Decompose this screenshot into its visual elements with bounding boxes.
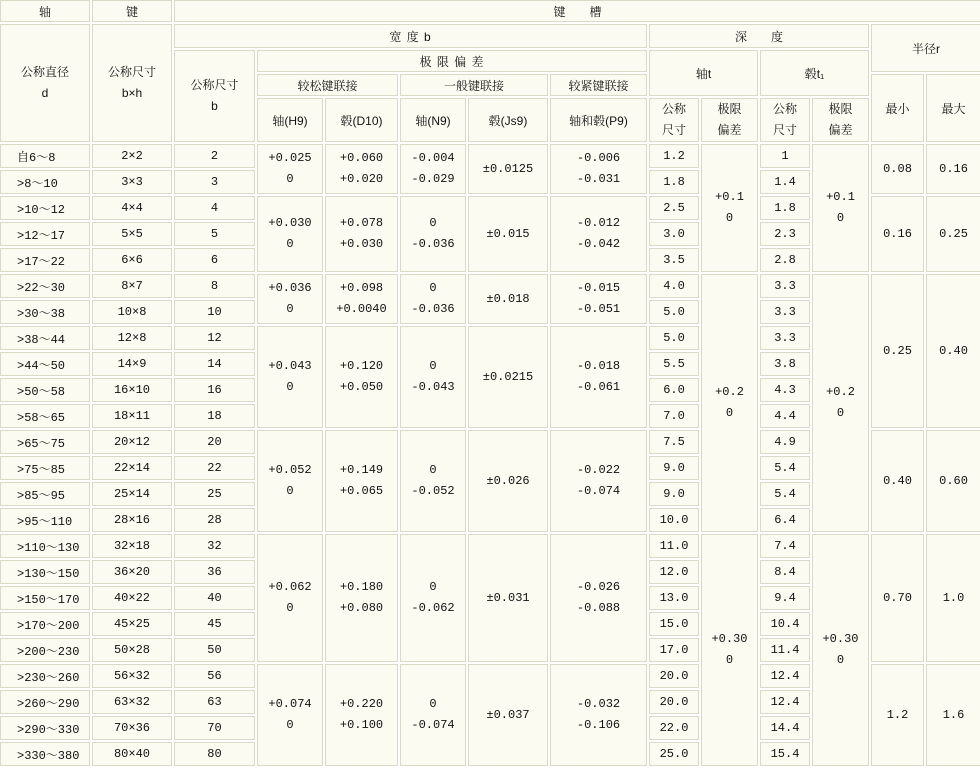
shaft-hub-p9-lower: -0.106	[576, 718, 621, 732]
cell-shaft-diameter: >170～200	[0, 612, 90, 636]
cell-key-size: 50×28	[92, 638, 172, 662]
t1-tolerance-lower: 0	[836, 406, 845, 420]
cell-t-nominal: 5.5	[649, 352, 699, 376]
cell-radius-min: 0.70	[871, 534, 924, 662]
cell-shaft-n9	[400, 430, 466, 532]
header-tight-connection: 较紧键联接	[550, 74, 647, 96]
t-tolerance-upper: +0.30	[711, 632, 748, 646]
cell-t1-nominal: 14.4	[760, 716, 810, 740]
cell-t1-nominal: 6.4	[760, 508, 810, 532]
hub-d10-lower: +0.065	[339, 484, 384, 498]
cell-shaft-diameter: >65～75	[0, 430, 90, 454]
shaft-h9-lower: 0	[286, 718, 294, 732]
cell-hub-js9: ±0.0125	[468, 144, 548, 194]
cell-radius-max: 1.0	[926, 534, 980, 662]
shaft-h9-upper: +0.036	[268, 281, 312, 295]
header-col-hub-js9: 毂(Js9)	[468, 98, 548, 142]
shaft-h9-upper: +0.025	[268, 151, 312, 165]
cell-shaft-diameter: >8～10	[0, 170, 90, 194]
cell-radius-max: 0.60	[926, 430, 980, 532]
cell-hub-js9: ±0.0215	[468, 326, 548, 428]
cell-t1-tolerance	[812, 144, 869, 272]
cell-key-size: 28×16	[92, 508, 172, 532]
header-loose-connection: 较松键联接	[257, 74, 398, 96]
cell-t1-nominal: 5.4	[760, 482, 810, 506]
cell-t-nominal: 1.8	[649, 170, 699, 194]
cell-width-b: 28	[174, 508, 255, 532]
cell-shaft-diameter: >130～150	[0, 560, 90, 584]
hub-d10-upper: +0.220	[339, 697, 384, 711]
header-radius-max: 最大	[926, 74, 980, 142]
cell-shaft-diameter: >30～38	[0, 300, 90, 324]
cell-t-nominal: 20.0	[649, 664, 699, 688]
cell-width-b: 8	[174, 274, 255, 298]
cell-shaft-diameter: >260～290	[0, 690, 90, 714]
cell-key-size: 4×4	[92, 196, 172, 220]
cell-t-nominal: 20.0	[649, 690, 699, 714]
cell-t-nominal: 6.0	[649, 378, 699, 402]
cell-hub-js9: ±0.037	[468, 664, 548, 766]
cell-shaft-n9	[400, 664, 466, 766]
header-width: 宽 度 b	[174, 24, 647, 48]
cell-key-size: 2×2	[92, 144, 172, 168]
t1-nominal-line1: 公称	[772, 102, 797, 116]
header-key: 键	[92, 0, 172, 22]
cell-t1-nominal: 9.4	[760, 586, 810, 610]
shaft-n9-lower: -0.036	[411, 302, 455, 316]
cell-shaft-n9	[400, 534, 466, 662]
header-t-limit	[701, 98, 758, 142]
cell-radius-max: 0.16	[926, 144, 980, 194]
cell-width-b: 32	[174, 534, 255, 558]
header-radius-min: 最小	[871, 74, 924, 142]
cell-key-size: 25×14	[92, 482, 172, 506]
cell-t1-nominal: 1	[760, 144, 810, 168]
t1-tolerance-upper: +0.30	[822, 632, 859, 646]
cell-shaft-h9	[257, 664, 323, 766]
cell-shaft-h9	[257, 430, 323, 532]
nominal-diameter-label: 公称直径	[20, 65, 69, 79]
cell-shaft-diameter: >95～110	[0, 508, 90, 532]
hub-d10-lower: +0.050	[339, 380, 384, 394]
cell-shaft-diameter: >85～95	[0, 482, 90, 506]
shaft-hub-p9-lower: -0.088	[576, 601, 621, 615]
cell-shaft-hub-p9	[550, 144, 647, 194]
header-depth: 深 度	[649, 24, 869, 48]
shaft-hub-p9-upper: -0.032	[576, 697, 621, 711]
cell-shaft-diameter: >75～85	[0, 456, 90, 480]
header-shaft-t: 轴t	[649, 50, 758, 96]
cell-radius-min: 0.40	[871, 430, 924, 532]
cell-key-size: 70×36	[92, 716, 172, 740]
t-limit-line1: 极限	[717, 102, 742, 116]
cell-key-size: 3×3	[92, 170, 172, 194]
cell-width-b: 22	[174, 456, 255, 480]
cell-t-nominal: 5.0	[649, 326, 699, 350]
cell-t-nominal: 7.0	[649, 404, 699, 428]
t1-limit-line1: 极限	[828, 102, 853, 116]
cell-t1-tolerance	[812, 534, 869, 766]
cell-key-size: 12×8	[92, 326, 172, 350]
shaft-hub-p9-upper: -0.015	[576, 281, 621, 295]
shaft-h9-upper: +0.062	[268, 580, 312, 594]
cell-t1-nominal: 4.9	[760, 430, 810, 454]
shaft-n9-upper: 0	[429, 216, 437, 230]
cell-t-nominal: 13.0	[649, 586, 699, 610]
hub-d10-upper: +0.060	[339, 151, 384, 165]
shaft-hub-p9-lower: -0.051	[576, 302, 621, 316]
cell-hub-js9: ±0.018	[468, 274, 548, 324]
shaft-hub-p9-upper: -0.006	[576, 151, 621, 165]
cell-key-size: 5×5	[92, 222, 172, 246]
cell-t1-nominal: 1.4	[760, 170, 810, 194]
shaft-hub-p9-upper: -0.018	[576, 359, 621, 373]
width-nominal-size-symbol: b	[211, 99, 218, 113]
cell-shaft-diameter: >38～44	[0, 326, 90, 350]
cell-width-b: 12	[174, 326, 255, 350]
cell-shaft-hub-p9	[550, 430, 647, 532]
hub-d10-lower: +0.030	[339, 237, 384, 251]
cell-t-tolerance	[701, 534, 758, 766]
t1-tolerance-lower: 0	[836, 653, 845, 667]
cell-shaft-n9	[400, 144, 466, 194]
shaft-n9-lower: -0.074	[411, 718, 455, 732]
width-nominal-size-label: 公称尺寸	[190, 78, 239, 92]
cell-width-b: 56	[174, 664, 255, 688]
hub-d10-upper: +0.078	[339, 216, 384, 230]
cell-key-size: 18×11	[92, 404, 172, 428]
cell-radius-min: 0.16	[871, 196, 924, 272]
shaft-n9-lower: -0.036	[411, 237, 455, 251]
t-limit-line2: 偏差	[717, 123, 742, 137]
t1-limit-line2: 偏差	[828, 123, 853, 137]
cell-key-size: 14×9	[92, 352, 172, 376]
cell-t-nominal: 1.2	[649, 144, 699, 168]
cell-shaft-diameter: >22～30	[0, 274, 90, 298]
shaft-h9-upper: +0.052	[268, 463, 312, 477]
shaft-hub-p9-lower: -0.031	[576, 172, 621, 186]
cell-shaft-diameter: >12～17	[0, 222, 90, 246]
cell-hub-d10	[325, 274, 398, 324]
cell-t1-nominal: 8.4	[760, 560, 810, 584]
header-nominal-diameter	[0, 24, 90, 142]
cell-t-nominal: 10.0	[649, 508, 699, 532]
cell-width-b: 2	[174, 144, 255, 168]
shaft-hub-p9-lower: -0.074	[576, 484, 621, 498]
cell-width-b: 10	[174, 300, 255, 324]
cell-shaft-h9	[257, 326, 323, 428]
cell-t1-nominal: 11.4	[760, 638, 810, 662]
header-t-nominal	[649, 98, 699, 142]
shaft-n9-lower: -0.043	[411, 380, 455, 394]
hub-d10-lower: +0.100	[339, 718, 384, 732]
shaft-n9-upper: 0	[429, 359, 437, 373]
header-key-nominal-size	[92, 24, 172, 142]
cell-hub-js9: ±0.015	[468, 196, 548, 272]
header-width-nominal-size	[174, 50, 255, 142]
nominal-diameter-symbol: d	[41, 86, 49, 100]
table-row	[0, 534, 980, 558]
cell-t1-nominal: 3.3	[760, 300, 810, 324]
shaft-hub-p9-lower: -0.042	[576, 237, 621, 251]
cell-key-size: 32×18	[92, 534, 172, 558]
t-tolerance-lower: 0	[725, 211, 734, 225]
cell-shaft-h9	[257, 196, 323, 272]
shaft-h9-lower: 0	[286, 172, 294, 186]
hub-d10-upper: +0.180	[339, 580, 384, 594]
cell-shaft-n9	[400, 274, 466, 324]
cell-shaft-hub-p9	[550, 196, 647, 272]
cell-t-nominal: 15.0	[649, 612, 699, 636]
key-nominal-size-label: 公称尺寸	[107, 65, 156, 79]
shaft-hub-p9-upper: -0.022	[576, 463, 621, 477]
header-t1-nominal	[760, 98, 810, 142]
cell-width-b: 18	[174, 404, 255, 428]
cell-radius-max: 0.25	[926, 196, 980, 272]
header-normal-connection: 一般键联接	[400, 74, 548, 96]
t-tolerance-upper: +0.1	[715, 190, 744, 204]
shaft-n9-upper: 0	[429, 697, 437, 711]
cell-t1-nominal: 4.4	[760, 404, 810, 428]
cell-width-b: 6	[174, 248, 255, 272]
cell-hub-d10	[325, 664, 398, 766]
t1-nominal-line2: 尺寸	[772, 123, 797, 137]
cell-hub-js9: ±0.031	[468, 534, 548, 662]
cell-hub-d10	[325, 326, 398, 428]
cell-radius-max: 0.40	[926, 274, 980, 428]
cell-width-b: 5	[174, 222, 255, 246]
key-nominal-size-symbol: b×h	[121, 86, 143, 100]
cell-shaft-diameter: >50～58	[0, 378, 90, 402]
cell-shaft-h9	[257, 144, 323, 194]
cell-width-b: 70	[174, 716, 255, 740]
cell-t1-nominal: 2.8	[760, 248, 810, 272]
header-hub-t1: 毂t₁	[760, 50, 869, 96]
cell-shaft-h9	[257, 274, 323, 324]
shaft-n9-lower: -0.029	[411, 172, 455, 186]
cell-shaft-diameter: >58～65	[0, 404, 90, 428]
cell-radius-max: 1.6	[926, 664, 980, 766]
cell-key-size: 10×8	[92, 300, 172, 324]
cell-shaft-diameter: >110～130	[0, 534, 90, 558]
t1-tolerance-upper: +0.2	[826, 385, 855, 399]
shaft-h9-lower: 0	[286, 601, 294, 615]
shaft-n9-upper: 0	[429, 580, 437, 594]
shaft-h9-lower: 0	[286, 302, 294, 316]
cell-shaft-diameter: >150～170	[0, 586, 90, 610]
cell-width-b: 50	[174, 638, 255, 662]
t-tolerance-upper: +0.2	[715, 385, 744, 399]
header-shaft: 轴	[0, 0, 90, 22]
cell-shaft-diameter: >230～260	[0, 664, 90, 688]
table-body	[0, 144, 980, 766]
cell-t-nominal: 4.0	[649, 274, 699, 298]
header-keyway: 键 槽	[174, 0, 980, 22]
cell-t-nominal: 9.0	[649, 482, 699, 506]
cell-t-nominal: 9.0	[649, 456, 699, 480]
cell-hub-d10	[325, 196, 398, 272]
header-radius: 半径r	[871, 24, 980, 72]
cell-t-nominal: 2.5	[649, 196, 699, 220]
cell-t1-nominal: 12.4	[760, 690, 810, 714]
shaft-h9-lower: 0	[286, 380, 294, 394]
table-row	[0, 274, 980, 298]
shaft-hub-p9-upper: -0.026	[576, 580, 621, 594]
shaft-h9-upper: +0.030	[268, 216, 312, 230]
cell-hub-js9: ±0.026	[468, 430, 548, 532]
cell-shaft-h9	[257, 534, 323, 662]
cell-width-b: 25	[174, 482, 255, 506]
cell-t1-nominal: 3.8	[760, 352, 810, 376]
cell-width-b: 16	[174, 378, 255, 402]
cell-hub-d10	[325, 534, 398, 662]
cell-shaft-diameter: 自6～8	[0, 144, 90, 168]
cell-shaft-diameter: >44～50	[0, 352, 90, 376]
cell-shaft-diameter: >290～330	[0, 716, 90, 740]
hub-d10-upper: +0.149	[339, 463, 384, 477]
t1-tolerance-upper: +0.1	[826, 190, 855, 204]
cell-shaft-hub-p9	[550, 326, 647, 428]
cell-shaft-hub-p9	[550, 664, 647, 766]
cell-width-b: 4	[174, 196, 255, 220]
cell-t1-nominal: 5.4	[760, 456, 810, 480]
cell-t-nominal: 11.0	[649, 534, 699, 558]
cell-width-b: 40	[174, 586, 255, 610]
cell-t-nominal: 3.0	[649, 222, 699, 246]
cell-t1-nominal: 15.4	[760, 742, 810, 766]
cell-width-b: 20	[174, 430, 255, 454]
cell-width-b: 80	[174, 742, 255, 766]
cell-t1-tolerance	[812, 274, 869, 532]
cell-t-tolerance	[701, 144, 758, 272]
header-col-shaft-hub-p9: 轴和毂(P9)	[550, 98, 647, 142]
cell-t1-nominal: 12.4	[760, 664, 810, 688]
cell-key-size: 20×12	[92, 430, 172, 454]
cell-width-b: 36	[174, 560, 255, 584]
hub-d10-upper: +0.098	[339, 281, 384, 295]
cell-width-b: 63	[174, 690, 255, 714]
cell-hub-d10	[325, 144, 398, 194]
t-nominal-line2: 尺寸	[661, 123, 686, 137]
cell-shaft-hub-p9	[550, 274, 647, 324]
header-t1-limit	[812, 98, 869, 142]
cell-key-size: 80×40	[92, 742, 172, 766]
header-col-hub-d10: 毂(D10)	[325, 98, 398, 142]
cell-t-nominal: 25.0	[649, 742, 699, 766]
cell-width-b: 3	[174, 170, 255, 194]
cell-t-nominal: 17.0	[649, 638, 699, 662]
shaft-n9-upper: 0	[429, 281, 437, 295]
cell-key-size: 22×14	[92, 456, 172, 480]
cell-t1-nominal: 10.4	[760, 612, 810, 636]
cell-key-size: 8×7	[92, 274, 172, 298]
shaft-n9-lower: -0.062	[411, 601, 455, 615]
shaft-n9-lower: -0.052	[411, 484, 455, 498]
cell-key-size: 36×20	[92, 560, 172, 584]
t-nominal-line1: 公称	[661, 102, 686, 116]
cell-shaft-diameter: >10～12	[0, 196, 90, 220]
cell-shaft-n9	[400, 196, 466, 272]
cell-key-size: 16×10	[92, 378, 172, 402]
cell-width-b: 45	[174, 612, 255, 636]
shaft-n9-upper: 0	[429, 463, 437, 477]
cell-t-tolerance	[701, 274, 758, 532]
cell-t1-nominal: 7.4	[760, 534, 810, 558]
cell-key-size: 6×6	[92, 248, 172, 272]
hub-d10-lower: +0.0040	[336, 302, 387, 316]
cell-shaft-diameter: >17～22	[0, 248, 90, 272]
cell-hub-d10	[325, 430, 398, 532]
hub-d10-lower: +0.080	[339, 601, 384, 615]
cell-shaft-diameter: >200～230	[0, 638, 90, 662]
cell-t1-nominal: 2.3	[760, 222, 810, 246]
shaft-h9-lower: 0	[286, 484, 294, 498]
hub-d10-upper: +0.120	[339, 359, 384, 373]
cell-radius-min: 0.25	[871, 274, 924, 428]
cell-t-nominal: 12.0	[649, 560, 699, 584]
cell-t-nominal: 5.0	[649, 300, 699, 324]
header-limit-deviation: 极 限 偏 差	[257, 50, 647, 72]
shaft-hub-p9-lower: -0.061	[576, 380, 621, 394]
shaft-h9-upper: +0.074	[268, 697, 312, 711]
cell-t1-nominal: 3.3	[760, 274, 810, 298]
cell-t-nominal: 7.5	[649, 430, 699, 454]
cell-key-size: 56×32	[92, 664, 172, 688]
t-tolerance-lower: 0	[725, 406, 734, 420]
cell-t-nominal: 3.5	[649, 248, 699, 272]
shaft-h9-lower: 0	[286, 237, 294, 251]
cell-width-b: 14	[174, 352, 255, 376]
header-col-shaft-h9: 轴(H9)	[257, 98, 323, 142]
cell-shaft-diameter: >330～380	[0, 742, 90, 766]
t-tolerance-lower: 0	[725, 653, 734, 667]
cell-t-nominal: 22.0	[649, 716, 699, 740]
hub-d10-lower: +0.020	[339, 172, 384, 186]
t1-tolerance-lower: 0	[836, 211, 845, 225]
cell-t1-nominal: 3.3	[760, 326, 810, 350]
cell-key-size: 40×22	[92, 586, 172, 610]
cell-shaft-n9	[400, 326, 466, 428]
cell-key-size: 45×25	[92, 612, 172, 636]
cell-radius-min: 1.2	[871, 664, 924, 766]
cell-radius-min: 0.08	[871, 144, 924, 194]
cell-t1-nominal: 1.8	[760, 196, 810, 220]
shaft-h9-upper: +0.043	[268, 359, 312, 373]
cell-t1-nominal: 4.3	[760, 378, 810, 402]
header-col-shaft-n9: 轴(N9)	[400, 98, 466, 142]
shaft-hub-p9-upper: -0.012	[576, 216, 621, 230]
shaft-n9-upper: -0.004	[411, 151, 455, 165]
cell-shaft-hub-p9	[550, 534, 647, 662]
cell-key-size: 63×32	[92, 690, 172, 714]
table-row	[0, 144, 980, 168]
